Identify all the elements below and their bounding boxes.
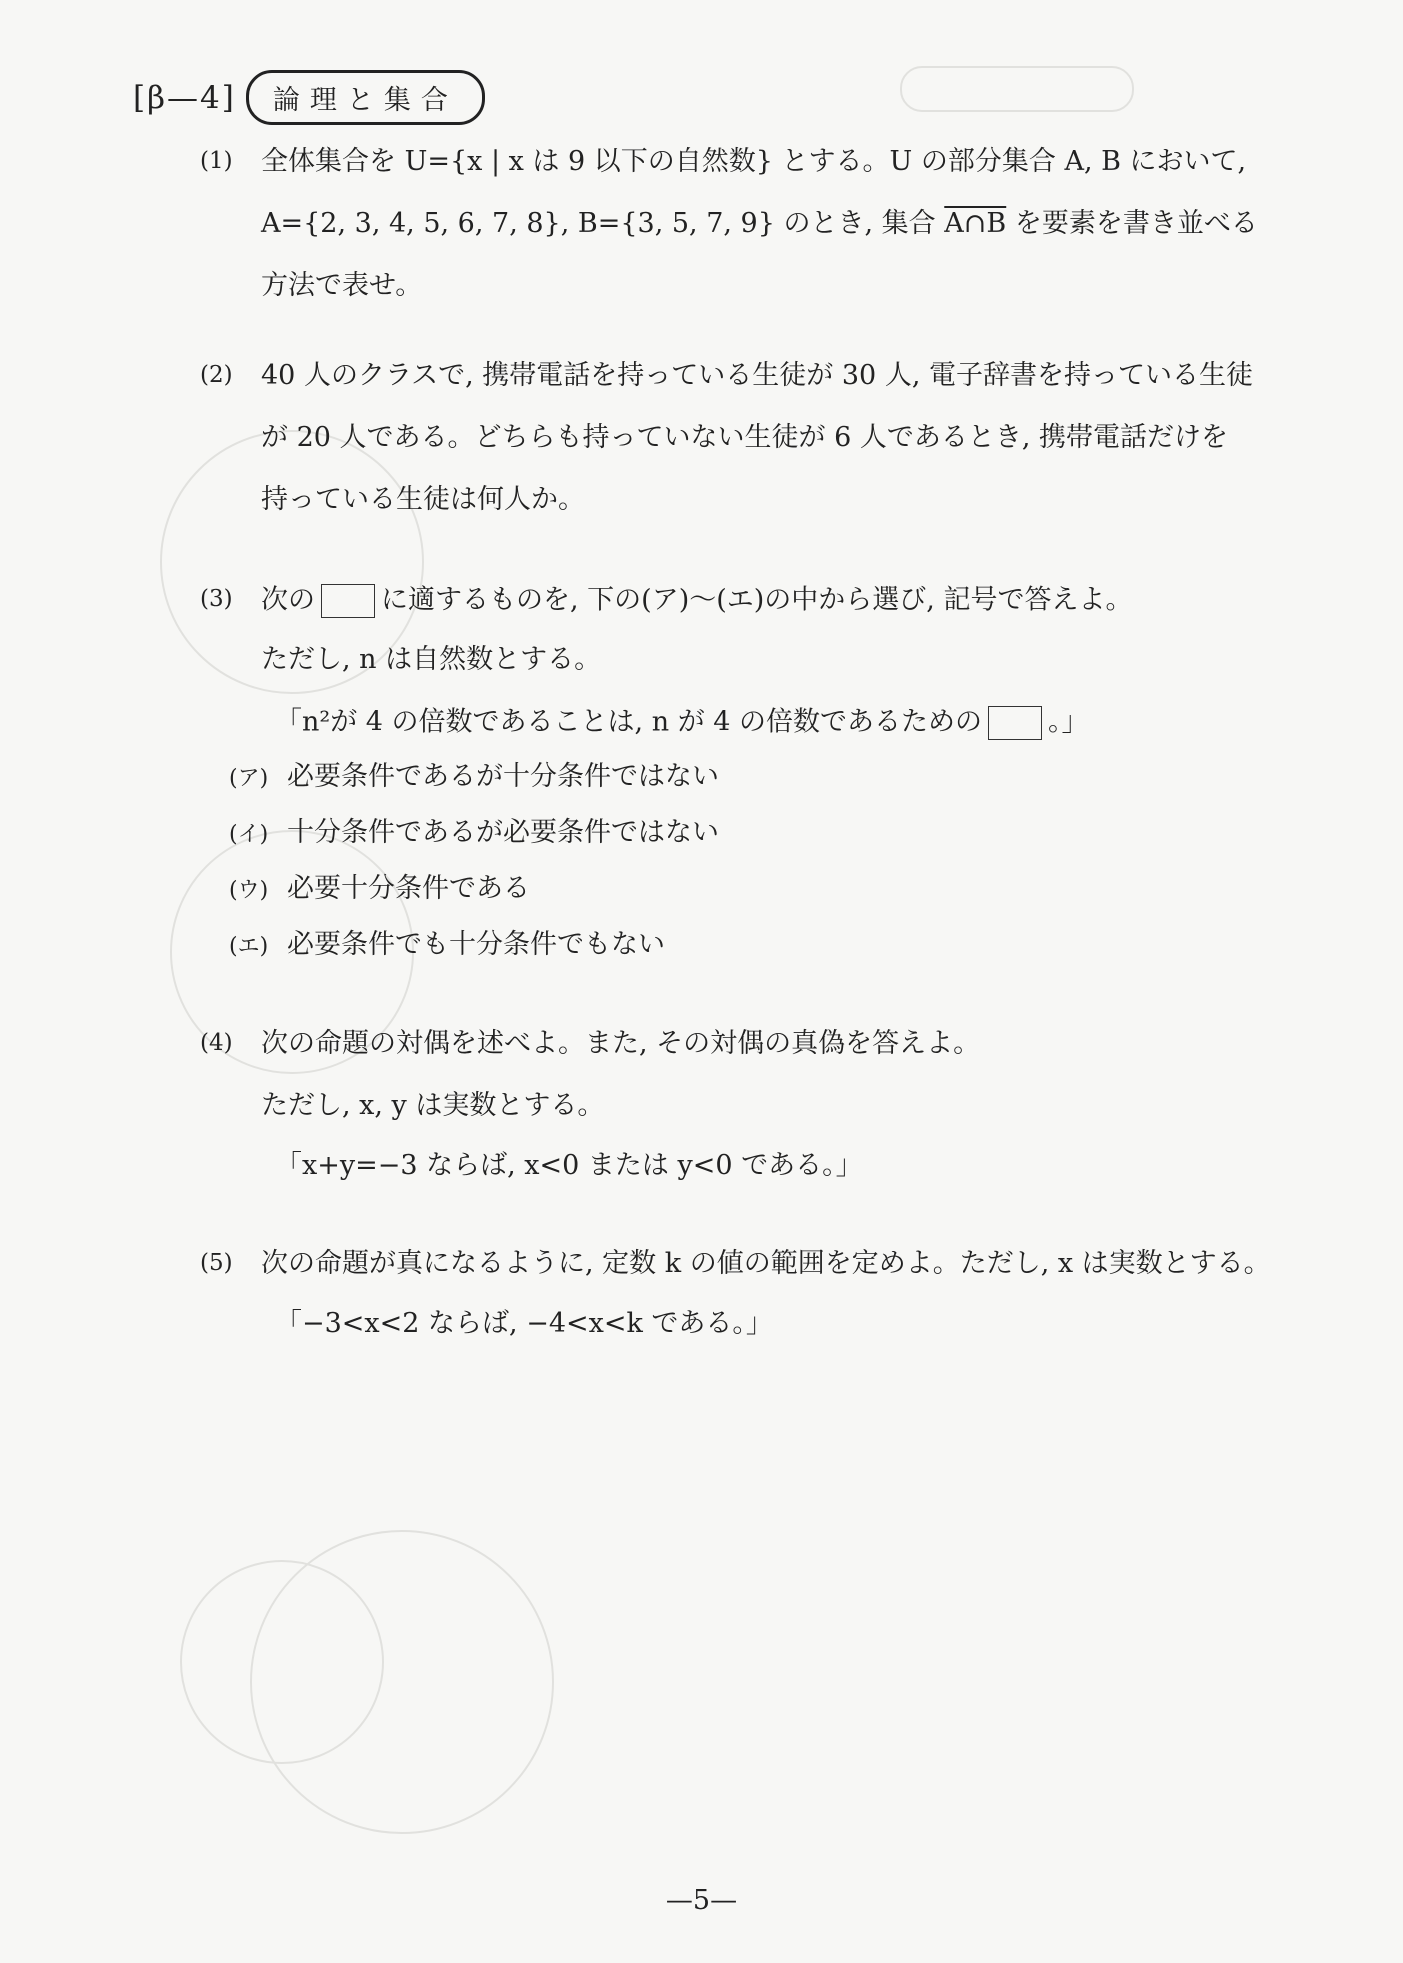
bleed-through-pill — [900, 66, 1134, 112]
problem-text-line: 全体集合を U={x | x は 9 以下の自然数} とする。U の部分集合 A, B において, — [261, 146, 1247, 177]
choice-text: 必要条件であるが十分条件ではない — [287, 761, 719, 792]
problem-text-line: ただし, n は自然数とする。 — [261, 644, 602, 675]
problem-number: (1) — [200, 148, 233, 174]
problem-text-line: 次の命題が真になるように, 定数 k の値の範囲を定めよ。ただし, x は実数とする。 — [261, 1248, 1271, 1279]
choice-text: 必要十分条件である — [287, 873, 530, 904]
choice-c — [229, 866, 530, 905]
choice-a — [229, 754, 719, 793]
choice-text: 十分条件であるが必要条件ではない — [287, 817, 719, 848]
choice-text: 必要条件でも十分条件でもない — [287, 929, 665, 960]
problem-text-line — [261, 210, 1258, 237]
choice-d — [229, 922, 665, 961]
problem-number: (3) — [200, 586, 233, 612]
text-span: に適するものを, 下の(ア)〜(エ)の中から選び, 記号で答えよ。 — [381, 584, 1133, 616]
problem-text-line: 40 人のクラスで, 携帯電話を持っている生徒が 30 人, 電子辞書を持っている生徒 — [261, 360, 1253, 391]
choice-label: (エ) — [229, 934, 269, 959]
answer-box — [988, 706, 1042, 740]
problem-number: (2) — [200, 362, 233, 388]
text-span: 次の — [261, 584, 315, 616]
choice-b — [229, 810, 719, 849]
choice-label: (ウ) — [229, 878, 269, 903]
problem-number: (4) — [200, 1030, 233, 1056]
text-span: 「n²が 4 の倍数であることは, n が 4 の倍数であるための — [275, 706, 983, 738]
problem-statement: 「−3<x<2 ならば, −4<x<k である。」 — [275, 1308, 773, 1339]
problem-text-line — [261, 584, 1132, 618]
complement-expression: A∩B — [944, 208, 1007, 239]
problem-statement — [275, 706, 1089, 740]
problem-text-line: 方法で表せ。 — [261, 270, 423, 301]
page-number: —5— — [665, 1885, 738, 1916]
text-span: 。」 — [1048, 706, 1089, 738]
section-code: [β—4] — [133, 79, 236, 116]
answer-box — [321, 584, 375, 618]
choice-label: (イ) — [229, 822, 269, 847]
problem-text-line: 次の命題の対偶を述べよ。また, その対偶の真偽を答えよ。 — [261, 1028, 981, 1059]
problem-statement: 「x+y=−3 ならば, x<0 または y<0 である。」 — [275, 1150, 863, 1181]
problem-text-line: 持っている生徒は何人か。 — [261, 484, 585, 515]
text-span: を要素を書き並べる — [1014, 208, 1258, 239]
problem-text-line: ただし, x, y は実数とする。 — [261, 1090, 605, 1121]
text-span: A={2, 3, 4, 5, 6, 7, 8}, B={3, 5, 7, 9} のとき, 集合 — [261, 208, 936, 239]
problem-text-line: が 20 人である。どちらも持っていない生徒が 6 人であるとき, 携帯電話だけを — [261, 422, 1229, 453]
section-header — [133, 70, 485, 125]
bleed-through-circle — [180, 1560, 384, 1764]
problem-number: (5) — [200, 1250, 233, 1276]
topic-badge: 論理と集合 — [246, 70, 485, 125]
choice-label: (ア) — [229, 766, 269, 791]
